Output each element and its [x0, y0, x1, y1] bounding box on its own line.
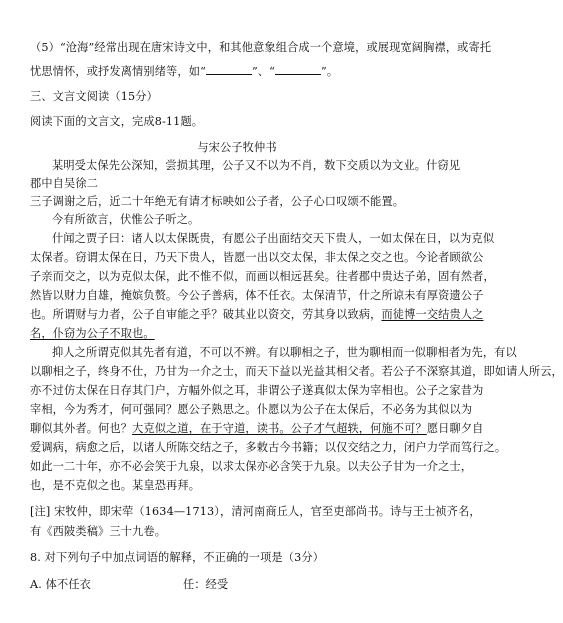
- passage-text: 聊似其外者。何也？: [30, 422, 133, 435]
- passage-text: 愿日聊夕自: [426, 422, 484, 435]
- passage-para-5-line-6: 爱调病，病愈之后，以诸人所陈交结之子，多敕古今书籍；以仅交结之力，闭户力学而笃行之。: [30, 441, 507, 454]
- underlined-sentence: 名，仆窃为公子不取也。: [30, 327, 155, 340]
- underlined-sentence: 大克似之道，在于守道，读书。公子才气超轶，何施不可？: [132, 422, 427, 435]
- option-a-gloss: 任：经受: [183, 578, 229, 591]
- passage-para-5-line-1: 抑人之所谓克似其先者有道，不可以不辨。有以聊相之子，世为聊相而一似聊相者为先，有以: [52, 346, 517, 359]
- passage-para-5-line-8: 也，是不克似之也。某皇恐再拜。: [30, 479, 201, 492]
- passage-para-4-line-1: 什闻之贾子曰：诸人以太保既贵，有愿公子出面结交天下贵人，一如太保在日，以为克似: [52, 232, 495, 245]
- question-5-tail: ”。: [321, 65, 339, 78]
- passage-para-4-line-5: [30, 307, 484, 322]
- passage-para-4-line-2: 太保者。窃谓太保在日，乃天下贵人，皆愿一出以交太保，非太保之交之也。今论者顾欲公: [30, 251, 484, 264]
- passage-para-3: 今有所欲言，伏惟公子听之。: [52, 213, 200, 226]
- question-5-separator: ”、“: [251, 65, 276, 78]
- passage-para-2: 三子调谢之后，近二十年绝无有请才标映如公子者，公子心口叹颂不能置。: [30, 195, 405, 208]
- passage-para-5-line-3: 亦不过仿太保在日存其门户，方幅外似之耳，非谓公子遂真似太保为宰相也。公子之家昔为: [30, 384, 484, 397]
- option-a-label: A. 体不任衣: [30, 578, 91, 591]
- instruction: 阅读下面的文言文，完成8-11题。: [30, 115, 204, 128]
- section-heading: 三、文言文阅读（15分）: [30, 90, 158, 103]
- question-5-line-2: [30, 63, 338, 79]
- answer-blank-1[interactable]: [206, 63, 252, 75]
- passage-para-5-line-2: 以聊相之子，终身不仕，乃甘为一介之士，而天下益以光益其相父者。若公子不深察其道，即如请人所云，: [30, 365, 563, 378]
- passage-para-5-line-5: [30, 421, 484, 436]
- question-5-line-1: （5）“沧海”经常出现在唐宋诗文中，和其他意象组合成一个意境，或展现宽阔胸襟，或寄托: [30, 41, 492, 54]
- underlined-sentence: 而徒博一交结贵人之: [381, 308, 484, 321]
- passage-para-4-line-6: [30, 326, 155, 341]
- passage-para-4-line-4: 然皆以财力自雄，掩嫔负赘。今公子善病，体不任衣。太保清节，什之所谅未有厚资遗公子: [30, 289, 484, 302]
- answer-blank-2[interactable]: [275, 63, 321, 75]
- passage-para-1-line-1: 某明受太保先公深知，尝损其理，公子又不以为不肖，数下交质以为文业。什窃见: [52, 159, 461, 172]
- passage-para-4-line-3: 子亲而交之，以为克似太保，此不惟不似，而画以相远甚矣。往者郡中贵达子弟，固有然者，: [30, 270, 495, 283]
- passage-text: 也。所谓财与力者，公子自审能之乎？破其业以资交，劳其身以致病，: [30, 308, 382, 321]
- passage-para-5-line-7: 如此一二十年，亦不必会笑于九泉，以求太保亦必含笑于九泉。以夫公子甘为一介之士，: [30, 460, 473, 473]
- question-8-option-a: [30, 577, 228, 592]
- passage-para-5-line-4: 宰相，今为秀才，何可强同？愿公子熟思之。仆愿以为公子在太保后，不必务为其似以为: [30, 403, 473, 416]
- footnote-line-2: 有《西陂类稿》三十九卷。: [30, 525, 167, 538]
- footnote-line-1: [注] 宋牧仲，即宋荦（1634—1713），清河南商丘人，官至吏部尚书。诗与王士祯齐名，: [30, 505, 481, 518]
- passage-para-1-line-2: 郡中自吴徐二: [30, 177, 99, 190]
- question-8-stem: 8. 对下列句子中加点词语的解释，不正确的一项是（3分）: [30, 551, 325, 564]
- passage-title: 与宋公子牧仲书: [197, 141, 277, 154]
- question-5-lead: 忧思情怀，或抒发离情别绪等，如“: [30, 65, 206, 78]
